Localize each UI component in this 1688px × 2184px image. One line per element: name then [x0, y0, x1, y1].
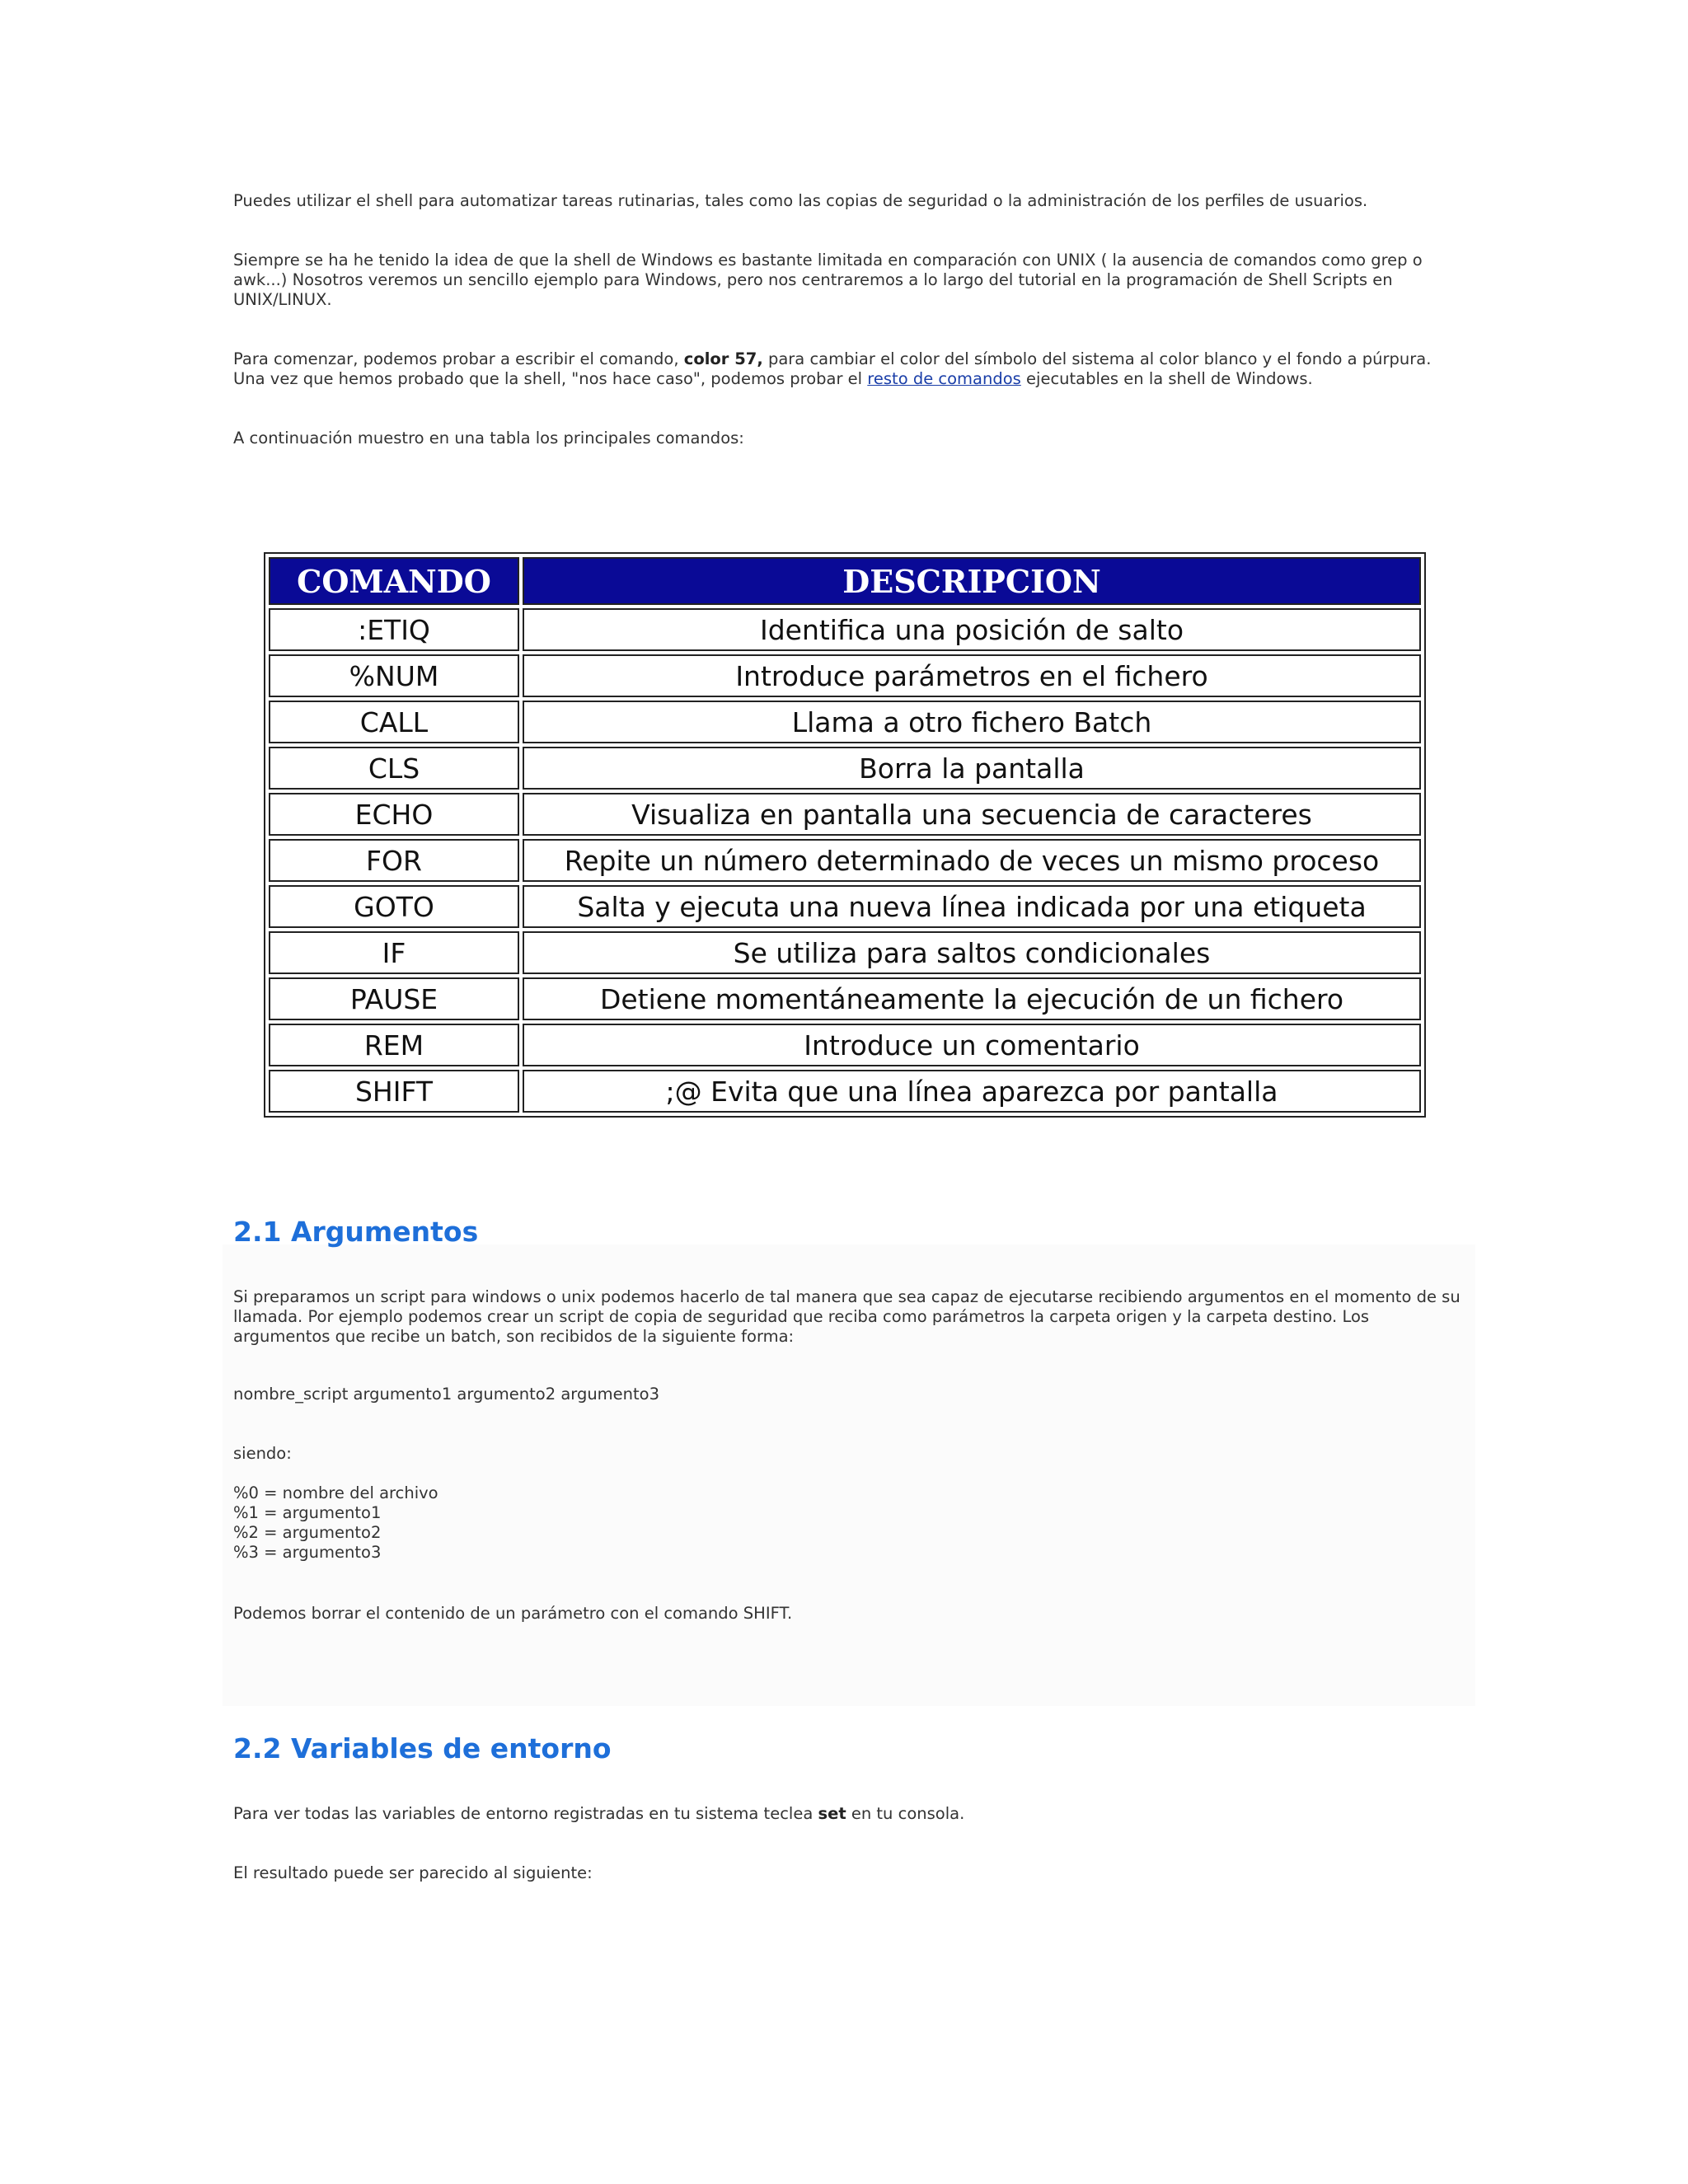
description-cell: Repite un número determinado de veces un mismo proceso: [523, 839, 1421, 882]
commands-table-header-row: [269, 557, 1421, 605]
intro-paragraph-2: Siempre se ha he tenido la idea de que la shell de Windows es bastante limitada en comparación con UNIX ( la ausencia de comandos como grep o awk...) Nosotros veremos un sencillo ejemplo para Windows, pero nos centraremos a lo largo del tutorial en la programación de Shell Scripts en UNIX/LINUX.: [233, 251, 1423, 309]
commands-table-body: [269, 608, 1421, 1113]
table-row: [269, 977, 1421, 1020]
command-cell: CLS: [269, 747, 519, 790]
table-row: [269, 793, 1421, 836]
usage-line: nombre_script argumento1 argumento2 argumento3: [233, 1385, 660, 1404]
description-cell: Se utiliza para saltos condicionales: [523, 931, 1421, 974]
shift-note: Podemos borrar el contenido de un parámetro con el comando SHIFT.: [233, 1604, 793, 1623]
table-row: [269, 608, 1421, 651]
description-cell: Introduce un comentario: [523, 1024, 1421, 1066]
table-row: [269, 747, 1421, 790]
command-cell: CALL: [269, 701, 519, 743]
command-cell: PAUSE: [269, 977, 519, 1020]
command-cell: REM: [269, 1024, 519, 1066]
table-row: [269, 701, 1421, 743]
env-paragraph-2: El resultado puede ser parecido al siguiente:: [233, 1863, 593, 1882]
env-paragraph-1: [233, 1804, 1461, 1824]
table-row: [269, 931, 1421, 974]
header-descripcion: DESCRIPCION: [523, 557, 1421, 605]
argument-item-2: %2 = argumento2: [233, 1523, 382, 1542]
arguments-list: [233, 1483, 1461, 1563]
section-heading-variables-entorno: 2.2 Variables de entorno: [233, 1732, 612, 1765]
description-cell: Salta y ejecuta una nueva línea indicada por una etiqueta: [523, 885, 1421, 928]
table-row: [269, 839, 1421, 882]
description-cell: Visualiza en pantalla una secuencia de caracteres: [523, 793, 1421, 836]
table-row: [269, 1024, 1421, 1066]
command-cell: :ETIQ: [269, 608, 519, 651]
env-paragraph-1-text-b: en tu consola.: [846, 1804, 965, 1823]
intro-paragraph-3-text-b: para cambiar el color del símbolo del sistema al color blanco y el fondo a púrpura. Una vez que hemos probado que la shell, "nos hace caso", podemos probar el: [233, 349, 1432, 388]
intro-paragraph-3-text-a: Para comenzar, podemos probar a escribir el comando,: [233, 349, 684, 368]
resto-de-comandos-link[interactable]: resto de comandos: [867, 369, 1021, 388]
description-cell: Detiene momentáneamente la ejecución de un fichero: [523, 977, 1421, 1020]
command-cell: ECHO: [269, 793, 519, 836]
table-row: [269, 885, 1421, 928]
intro-paragraph-4: A continuación muestro en una tabla los principales comandos:: [233, 429, 744, 448]
command-cell: SHIFT: [269, 1070, 519, 1113]
description-cell: Borra la pantalla: [523, 747, 1421, 790]
command-cell: FOR: [269, 839, 519, 882]
command-cell: GOTO: [269, 885, 519, 928]
header-comando: COMANDO: [269, 557, 519, 605]
color-command-bold: color 57,: [683, 349, 763, 368]
table-row: [269, 654, 1421, 697]
description-cell: Llama a otro fichero Batch: [523, 701, 1421, 743]
env-paragraph-1-text-a: Para ver todas las variables de entorno registradas en tu sistema teclea: [233, 1804, 818, 1823]
commands-table: [264, 552, 1426, 1118]
siendo-label: siendo:: [233, 1444, 292, 1463]
section-heading-argumentos: 2.1 Argumentos: [233, 1216, 479, 1248]
intro-paragraph-3: [233, 349, 1461, 389]
intro-paragraph-1: Puedes utilizar el shell para automatizar tareas rutinarias, tales como las copias de seguridad o la administración de los perfiles de usuarios.: [233, 191, 1368, 210]
argument-item-0: %0 = nombre del archivo: [233, 1483, 438, 1502]
command-cell: IF: [269, 931, 519, 974]
description-cell: ;@ Evita que una línea aparezca por pantalla: [523, 1070, 1421, 1113]
description-cell: Identifica una posición de salto: [523, 608, 1421, 651]
set-command-bold: set: [818, 1804, 846, 1823]
table-row: [269, 1070, 1421, 1113]
argument-item-3: %3 = argumento3: [233, 1543, 382, 1562]
description-cell: Introduce parámetros en el fichero: [523, 654, 1421, 697]
arguments-paragraph: Si preparamos un script para windows o unix podemos hacerlo de tal manera que sea capaz de ejecutarse recibiendo argumentos en el momento de su llamada. Por ejemplo podemos crear un script de copia de seguridad que reciba como parámetros la carpeta origen y la carpeta destino. Los argumentos que recibe un batch, son recibidos de la siguiente forma:: [233, 1287, 1461, 1346]
argument-item-1: %1 = argumento1: [233, 1503, 382, 1522]
intro-paragraph-3-text-c: ejecutables en la shell de Windows.: [1020, 369, 1313, 388]
command-cell: %NUM: [269, 654, 519, 697]
